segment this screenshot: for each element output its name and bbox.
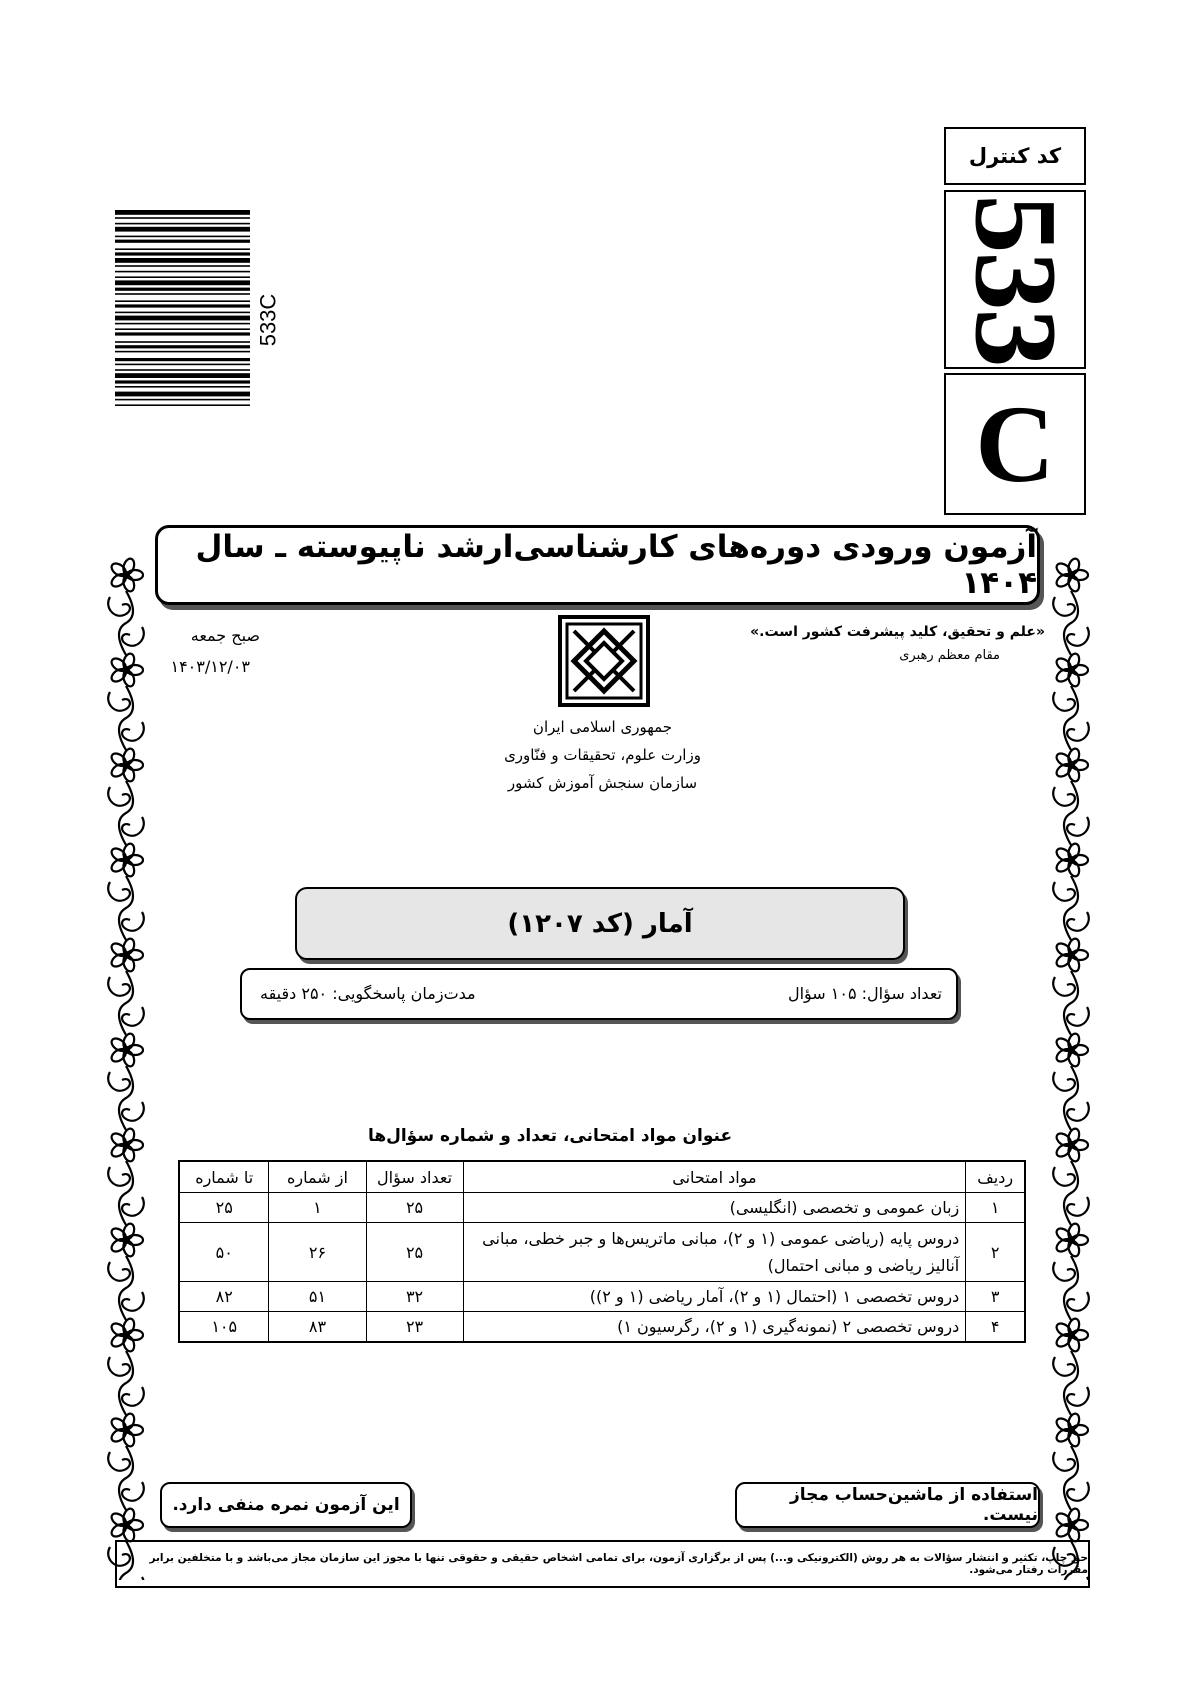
cell-row-number: ۲ xyxy=(966,1223,1025,1282)
cell-to: ۵۰ xyxy=(179,1223,269,1282)
question-count: تعداد سؤال: ۱۰۵ سؤال xyxy=(787,984,942,1003)
subjects-table xyxy=(178,1160,1026,1343)
ornamental-border-right xyxy=(1045,530,1097,1580)
negative-score-note: این آزمون نمره منفی دارد. xyxy=(160,1482,412,1528)
ornamental-border-left xyxy=(100,530,152,1580)
table-header-row xyxy=(179,1161,1025,1193)
exam-day: صبح جمعه xyxy=(190,626,260,645)
cell-from: ۲۶ xyxy=(269,1223,366,1282)
header-row-number: ردیف xyxy=(966,1161,1025,1193)
calculator-note: استفاده از ماشین‌حساب مجاز نیست. xyxy=(735,1482,1040,1528)
table-row xyxy=(179,1282,1025,1312)
cell-row-number: ۴ xyxy=(966,1312,1025,1342)
subject-title: آمار (کد ۱۲۰۷) xyxy=(295,887,905,960)
cell-to: ۱۰۵ xyxy=(179,1312,269,1342)
barcode-text: 533C xyxy=(255,293,280,347)
exam-info-box xyxy=(240,968,958,1020)
copyright-notice: حق چاپ، تکثیر و انتشار سؤالات به هر روش (الکترونیکی و...) پس از برگزاری آزمون، برای تمامی اشخاص حقیقی و حقوقی تنها با مجوز این سازمان مجاز می‌باشد و با متخلفین برابر مقررات رفتار می‌شود. xyxy=(115,1540,1090,1588)
cell-row-number: ۱ xyxy=(966,1193,1025,1223)
table-row xyxy=(179,1312,1025,1342)
cell-row-number: ۳ xyxy=(966,1282,1025,1312)
cell-subject: دروس تخصصی ۱ (احتمال (۱ و ۲)، آمار ریاضی (۱ و ۲)) xyxy=(463,1282,966,1312)
control-code-label: کد کنترل xyxy=(944,127,1086,185)
cell-from: ۵۱ xyxy=(269,1282,366,1312)
barcode xyxy=(115,210,250,445)
header-to: تا شماره xyxy=(179,1161,269,1193)
table-row xyxy=(179,1193,1025,1223)
cell-question-count: ۲۳ xyxy=(366,1312,463,1342)
cell-question-count: ۲۵ xyxy=(366,1193,463,1223)
org-line-3: سازمان سنجش آموزش کشور xyxy=(507,774,698,792)
control-code-number: 533 xyxy=(944,190,1086,369)
cell-from: ۸۳ xyxy=(269,1312,366,1342)
org-line-1: جمهوری اسلامی ایران xyxy=(532,718,673,736)
exam-title: آزمون ورودی دوره‌های کارشناسی‌ارشد ناپیوسته ـ سال ۱۴۰۴ xyxy=(155,525,1040,605)
cell-question-count: ۳۲ xyxy=(366,1282,463,1312)
cell-subject: دروس تخصصی ۲ (نمونه‌گیری (۱ و ۲)، رگرسیون ۱) xyxy=(463,1312,966,1342)
header-from: از شماره xyxy=(269,1161,366,1193)
quote-author: مقام معظم رهبری xyxy=(899,648,1000,663)
organization-logo-icon xyxy=(558,615,650,707)
table-title: عنوان مواد امتحانی، تعداد و شماره سؤال‌ها xyxy=(367,1126,733,1146)
table-row xyxy=(179,1223,1025,1282)
exam-duration: مدت‌زمان پاسخگویی: ۲۵۰ دقیقه xyxy=(260,984,476,1003)
cell-to: ۸۲ xyxy=(179,1282,269,1312)
cell-to: ۲۵ xyxy=(179,1193,269,1223)
cell-subject: زبان عمومی و تخصصی (انگلیسی) xyxy=(463,1193,966,1223)
exam-date: ۱۴۰۳/۱۲/۰۳ xyxy=(170,657,250,676)
quote: «علم و تحقیق، کلید پیشرفت کشور است.» xyxy=(750,624,1045,640)
control-code-letter: C xyxy=(944,373,1086,515)
cell-question-count: ۲۵ xyxy=(366,1223,463,1282)
cell-subject: دروس پایه (ریاضی عمومی (۱ و ۲)، مبانی ماتریس‌ها و جبر خطی، مبانی آنالیز ریاضی و مبانی احتمال) xyxy=(463,1223,966,1282)
header-question-count: تعداد سؤال xyxy=(366,1161,463,1193)
org-line-2: وزارت علوم، تحقیقات و فنّاوری xyxy=(504,746,701,764)
cell-from: ۱ xyxy=(269,1193,366,1223)
header-subject: مواد امتحانی xyxy=(463,1161,966,1193)
